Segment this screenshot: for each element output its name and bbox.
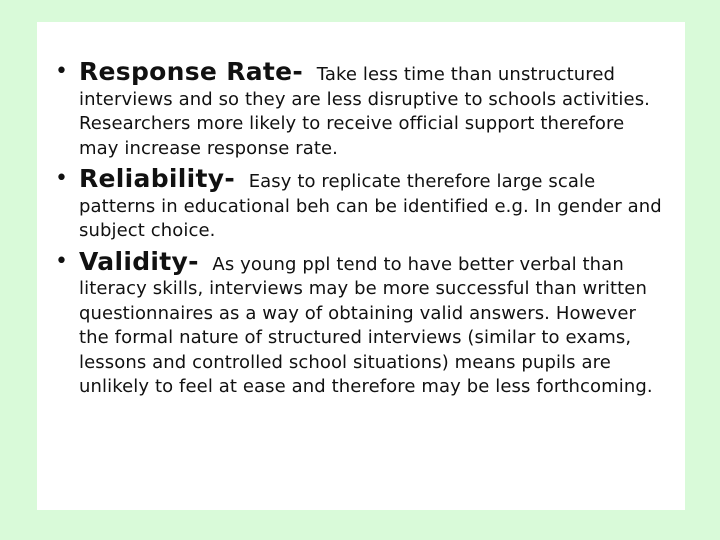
- bullet-text: As young ppl tend to have better verbal than literacy skills, interviews may be more successful than written questionnaires as a way of obtaining valid answers. However the formal nature of structured interviews (similar to exams, lessons and controlled school situations) means pupils are unlikely to feel at ease and therefore may be less forthcoming.: [79, 253, 653, 397]
- bullet-validity: [55, 246, 665, 400]
- bullet-icon: •: [55, 166, 69, 191]
- bullet-icon: •: [55, 59, 69, 84]
- bullet-heading: Response Rate: [79, 57, 293, 86]
- bullet-text: Take less time than unstructured interviews and so they are less disruptive to schools activities. Researchers more likely to receive official support therefore may increase response rate.: [79, 64, 651, 159]
- bullet-heading: Validity: [79, 246, 189, 276]
- bullet-dash: -: [224, 164, 235, 193]
- bullet-response-rate: [55, 57, 665, 161]
- slide: [37, 22, 685, 510]
- bullet-reliability: [55, 164, 665, 244]
- bullet-text: Easy to replicate therefore large scale patterns in educational beh can be identified e.g. In gender and subject choice.: [79, 171, 662, 241]
- bullet-list: [55, 57, 665, 406]
- bullet-icon: •: [55, 248, 69, 274]
- bullet-dash: -: [188, 246, 199, 276]
- bullet-dash: -: [292, 57, 303, 86]
- bullet-heading: Reliability: [79, 164, 225, 193]
